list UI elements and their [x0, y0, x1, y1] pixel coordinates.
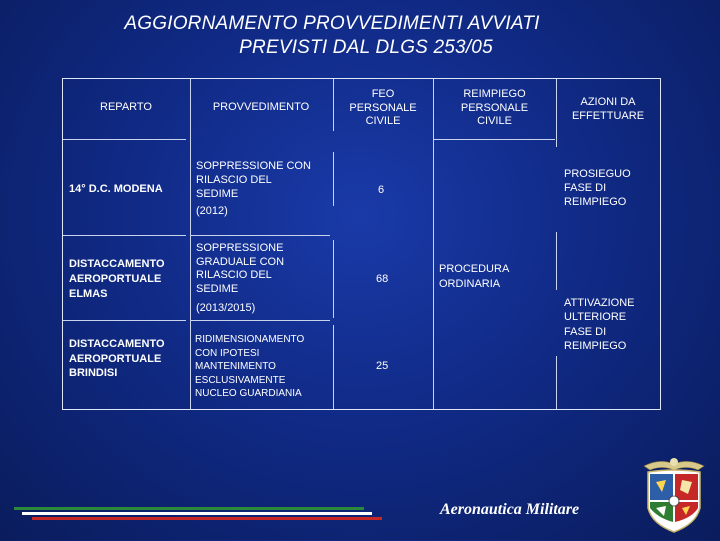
header-reparto: REPARTO — [100, 101, 152, 113]
column-divider — [190, 79, 191, 409]
column-divider — [333, 240, 334, 318]
table-row-provvedimento: SOPPRESSIONE GRADUALE CON RILASCIO DEL SEDIME (2013/2015) — [196, 242, 285, 314]
header-provvedimento: PROVVEDIMENTO — [212, 101, 310, 113]
table-row-provvedimento: SOPPRESSIONE CON RILASCIO DEL SEDIME (2012) — [196, 160, 311, 217]
table-row-reparto: DISTACCAMENTO AEROPORTUALE BRINDISI — [69, 338, 165, 379]
azioni-value-prosieguo: PROSIEGUO FASE DI REIMPIEGO — [564, 168, 631, 208]
header-reimpiego-personale-civile: REIMPIEGO PERSONALE CIVILE — [460, 88, 529, 127]
tricolor-bar-red — [32, 517, 382, 520]
header-feo-personale-civile: FEO PERSONALE CIVILE — [349, 88, 417, 127]
tricolor-bar-white — [22, 512, 372, 515]
azioni-value-attivazione: ATTIVAZIONE ULTERIORE FASE DI REIMPIEGO — [564, 297, 635, 352]
slide-title-line-1: AGGIORNAMENTO PROVVEDIMENTI AVVIATI — [124, 13, 540, 34]
table-row-reparto: DISTACCAMENTO AEROPORTUALE ELMAS — [69, 258, 165, 300]
table-row-provvedimento: RIDIMENSIONAMENTO CON IPOTESI MANTENIMENTO ESCLUSIVAMENTE NUCLEO GUARDIANIA — [195, 334, 305, 399]
tricolor-bar-green — [14, 507, 364, 510]
table-row-feo-value: 6 — [378, 184, 385, 196]
column-divider — [556, 356, 557, 409]
slide-title-line-2: PREVISTI DAL DLGS 253/05 — [239, 37, 493, 58]
row-divider — [434, 139, 555, 140]
aeronautica-militare-wordmark: Aeronautica Militare — [440, 501, 580, 518]
row-divider — [63, 235, 186, 236]
header-azioni-da-effettuare: AZIONI DA EFFETTUARE — [571, 96, 645, 122]
row-divider — [63, 320, 186, 321]
table-row-feo-value: 25 — [376, 360, 389, 372]
table-row-feo-value: 68 — [376, 273, 389, 285]
column-divider — [333, 152, 334, 206]
table-row-reparto: 14° D.C. MODENA — [69, 183, 163, 195]
column-divider — [556, 232, 557, 290]
column-divider — [433, 79, 434, 409]
aeronautica-militare-crest-icon — [640, 452, 708, 536]
row-divider — [190, 320, 330, 321]
reimpiego-value: PROCEDURA ORDINARIA — [439, 263, 510, 290]
row-divider — [190, 235, 330, 236]
row-divider — [63, 139, 186, 140]
column-divider — [333, 325, 334, 409]
